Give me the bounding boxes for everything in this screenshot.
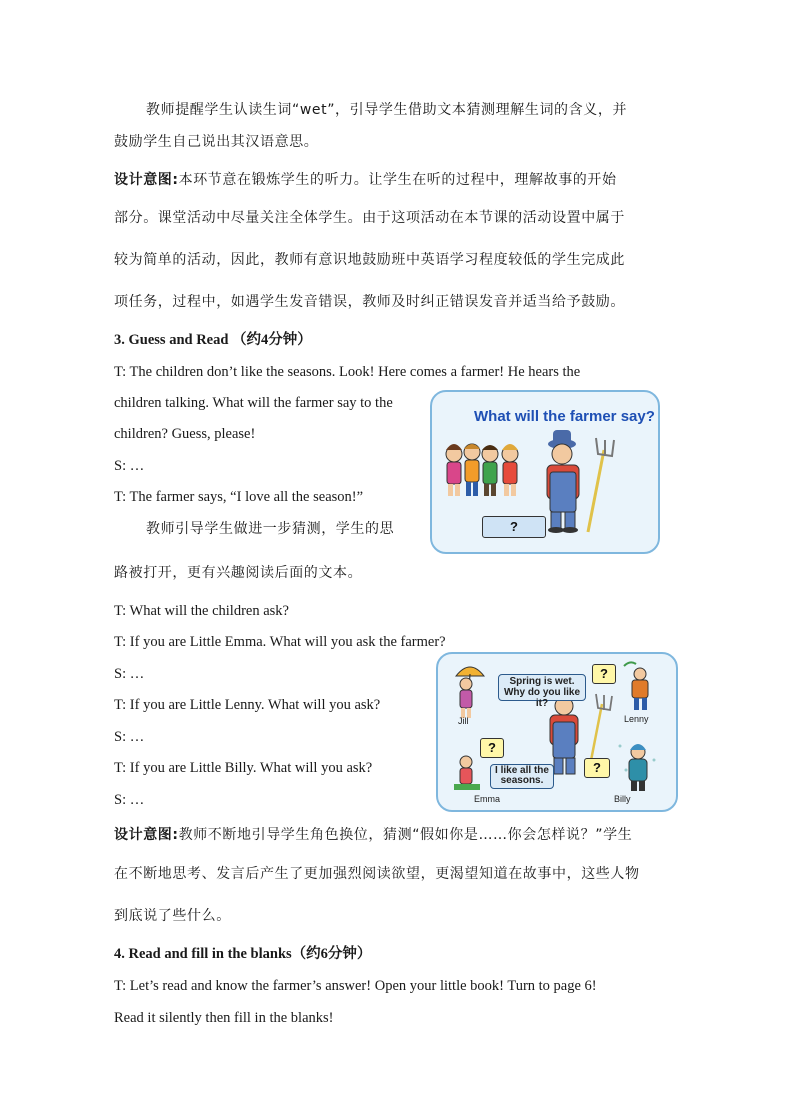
figure-title: What will the farmer say? xyxy=(474,408,655,425)
name-label-jill: Jill xyxy=(458,716,469,726)
design-intent-text: 本环节意在锻炼学生的听力。让学生在听的过程中，理解故事的开始 xyxy=(178,172,617,188)
section-heading: 4. Read and fill in the blanks（约6分钟） xyxy=(114,946,372,962)
dialogue-line: S: … xyxy=(114,792,145,808)
dialogue-line: S: … xyxy=(114,666,145,682)
dialogue-line: T: The farmer says, “I love all the season!” xyxy=(114,489,364,505)
dialogue-line: children? Guess, please! xyxy=(114,426,256,442)
design-intent-line xyxy=(114,825,632,845)
question-bubble-billy: ? xyxy=(584,758,610,778)
name-label-lenny: Lenny xyxy=(624,714,649,724)
dialogue-line: T: If you are Little Emma. What will you ask the farmer? xyxy=(114,634,446,650)
paragraph-line: 教师提醒学生认读生词“wet”，引导学生借助文本猜测理解生词的含义，并 xyxy=(146,102,628,118)
paragraph-line: 较为简单的活动，因此，教师有意识地鼓励班中英语学习程度较低的学生完成此 xyxy=(114,252,625,268)
dialogue-line: T: Let’s read and know the farmer’s answer! Open your little book! Turn to page 6! xyxy=(114,978,597,994)
name-label-emma: Emma xyxy=(474,794,501,804)
emma-figure xyxy=(454,756,480,790)
speech-bubble-jill: Spring is wet. Why do you like it? xyxy=(498,674,586,701)
design-intent-line xyxy=(114,170,617,190)
paragraph-line: 项任务，过程中，如遇学生发音错误，教师及时纠正错误发音并适当给予鼓励。 xyxy=(114,294,625,310)
jill-figure xyxy=(456,667,484,718)
question-bubble: ? xyxy=(482,516,546,538)
section-heading: 3. Guess and Read （约4分钟） xyxy=(114,332,312,348)
farmer-illustration-panel xyxy=(430,390,660,554)
paragraph-line: 鼓励学生自己说出其汉语意思。 xyxy=(114,134,319,150)
pitchfork-icon xyxy=(588,438,614,532)
paragraph-line: 部分。课堂活动中尽量关注全体学生。由于这项活动在本节课的活动设置中属于 xyxy=(114,210,625,226)
paragraph-line: 到底说了些什么。 xyxy=(114,908,231,924)
children-group xyxy=(446,444,518,496)
design-intent-label: 设计意图: xyxy=(114,172,179,188)
dialogue-line: T: If you are Little Billy. What will you ask? xyxy=(114,760,373,776)
design-intent-text: 教师不断地引导学生角色换位，猜测“假如你是……你会怎样说？”学生 xyxy=(178,827,633,843)
name-label-billy: Billy xyxy=(614,794,631,804)
paragraph-line: 教师引导学生做进一步猜测，学生的思 xyxy=(146,521,395,537)
dialogue-line: children talking. What will the farmer say to the xyxy=(114,395,393,411)
characters-illustration-panel xyxy=(436,652,678,812)
question-bubble-emma: ? xyxy=(480,738,504,758)
dialogue-line: T: The children don’t like the seasons. Look! Here comes a farmer! He hears the xyxy=(114,364,581,380)
paragraph-line: 在不断地思考、发言后产生了更加强烈阅读欲望，更渴望知道在故事中，这些人物 xyxy=(114,866,640,882)
speech-bubble-farmer: I like all the seasons. xyxy=(490,764,554,789)
dialogue-line: T: What will the children ask? xyxy=(114,603,289,619)
dialogue-line: S: … xyxy=(114,458,145,474)
billy-figure xyxy=(619,744,656,791)
dialogue-line: T: If you are Little Lenny. What will you ask? xyxy=(114,697,381,713)
paragraph-line: 路被打开，更有兴趣阅读后面的文本。 xyxy=(114,565,363,581)
lenny-figure xyxy=(624,662,648,710)
dialogue-line: S: … xyxy=(114,729,145,745)
design-intent-label: 设计意图: xyxy=(114,827,179,843)
question-bubble-lenny: ? xyxy=(592,664,616,684)
dialogue-line: Read it silently then fill in the blanks! xyxy=(114,1010,334,1026)
farmer-figure xyxy=(547,430,579,533)
